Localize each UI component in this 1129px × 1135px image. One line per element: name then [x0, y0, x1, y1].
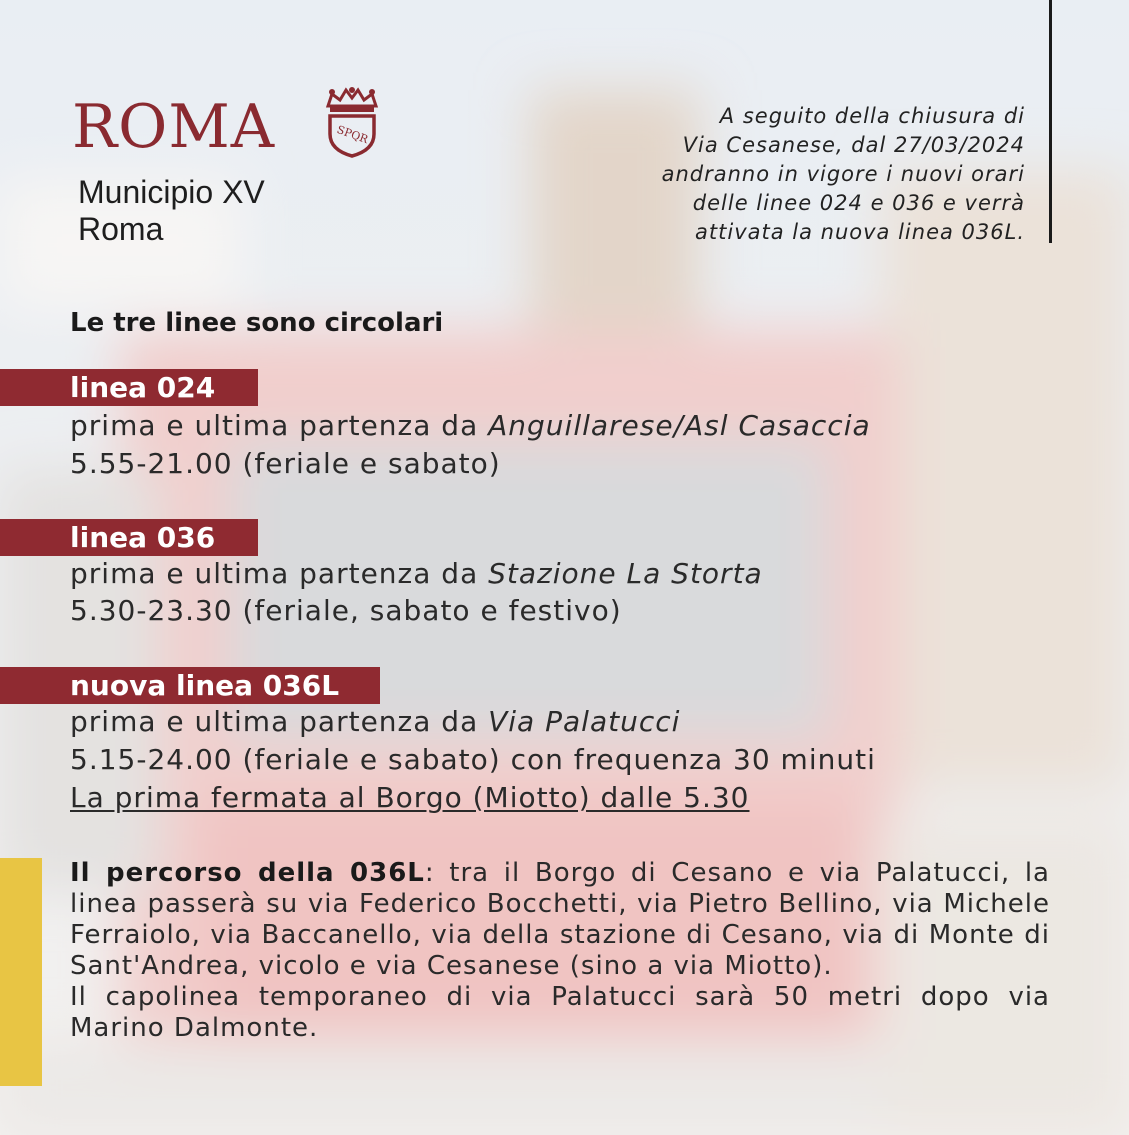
intro-heading: Le tre linee sono circolari	[70, 308, 444, 338]
notice-line: Via Cesanese, dal 27/03/2024	[682, 133, 1025, 157]
line-036l-badge: nuova linea 036L	[0, 667, 380, 704]
municipio-name: Municipio XV	[78, 174, 265, 210]
notice-text	[585, 102, 1025, 247]
line-036l-departure	[70, 703, 680, 740]
accent-bar	[0, 858, 42, 1086]
route-paragraph	[70, 858, 1050, 982]
notice-line: attivata la nuova linea 036L.	[695, 220, 1025, 244]
line-036l-hours: 5.15-24.00 (feriale e sabato) con frequenza 30 minuti	[70, 743, 876, 776]
notice-line: A seguito della chiusura di	[719, 104, 1025, 128]
divider-line	[1049, 0, 1052, 243]
departure-origin: Anguillarese/Asl Casaccia	[488, 409, 871, 442]
departure-origin: Stazione La Storta	[488, 557, 763, 590]
route-description	[70, 858, 1050, 1044]
notice-line: delle linee 024 e 036 e verrà	[692, 191, 1025, 215]
spqr-crest-icon	[322, 86, 382, 158]
line-036-badge: linea 036	[0, 519, 258, 556]
crest-label: SPQR	[335, 122, 370, 147]
line-024-badge: linea 024	[0, 369, 258, 406]
departure-prefix: prima e ultima partenza da	[70, 409, 489, 442]
line-024-hours: 5.55-21.00 (feriale e sabato)	[70, 447, 501, 480]
line-024-departure	[70, 407, 871, 444]
departure-prefix: prima e ultima partenza da	[70, 557, 489, 590]
line-036-departure	[70, 555, 763, 592]
roma-logo-text: ROMA	[72, 92, 276, 162]
municipio-city: Roma	[78, 211, 164, 247]
line-036l-note: La prima fermata al Borgo (Miotto) dalle 5.30	[70, 781, 750, 814]
notice-line: andranno in vigore i nuovi orari	[661, 162, 1025, 186]
municipio-label	[78, 174, 265, 248]
route-text: : tra il Borgo di Cesano e via Palatucci, la linea passerà su via Federico Bocchetti, via Pietro Bellino, via Michele Ferraiolo, via Baccanello, via della stazione di Cesano, via di Monte di Sant'Andrea, vicolo e via Cesanese (sino a via Miotto).	[70, 858, 1050, 981]
route-heading: Il percorso della 036L	[70, 858, 425, 888]
route-terminus: Il capolinea temporaneo di via Palatucci sarà 50 metri dopo via Marino Dalmonte.	[70, 982, 1050, 1043]
departure-origin: Via Palatucci	[488, 705, 681, 738]
line-036-hours: 5.30-23.30 (feriale, sabato e festivo)	[70, 594, 622, 627]
departure-prefix: prima e ultima partenza da	[70, 705, 489, 738]
